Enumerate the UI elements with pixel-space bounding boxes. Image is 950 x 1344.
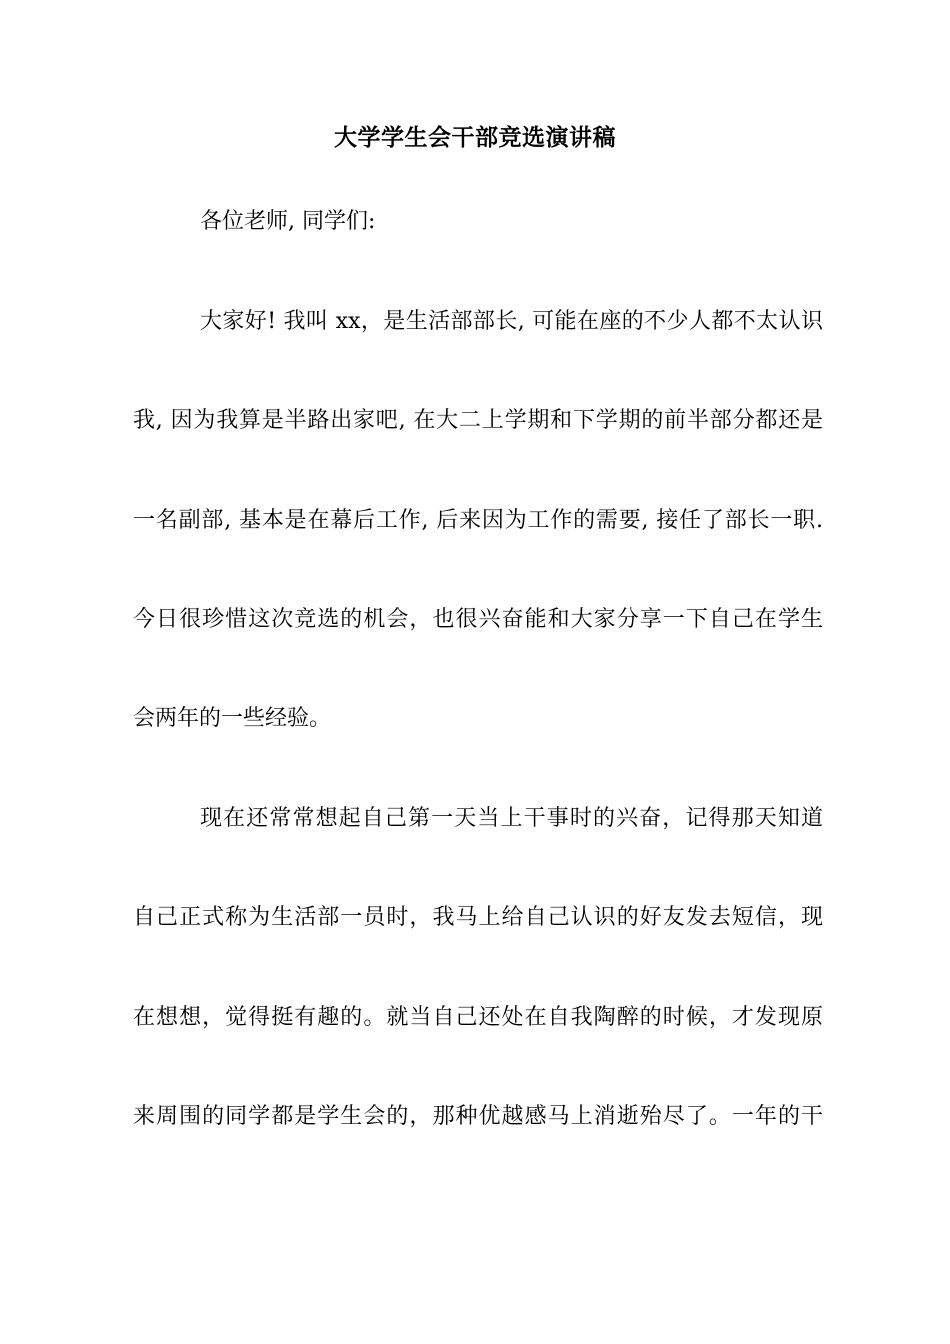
document-title: 大学学生会干部竞选演讲稿 <box>334 125 616 151</box>
paragraph-line: 我, 因为我算是半路出家吧, 在大二上学期和下学期的前半部分都还是 <box>133 408 823 433</box>
paragraph-line: 一名副部, 基本是在幕后工作, 后来因为工作的需要, 接任了部长一职. <box>133 508 823 533</box>
salutation-line: 各位老师, 同学们: <box>200 209 376 234</box>
paragraph-line: 现在还常常想起自己第一天当上干事时的兴奋，记得那天知道 <box>200 806 823 831</box>
paragraph-line: 大家好! 我叫 xx，是生活部部长, 可能在座的不少人都不太认识 <box>200 309 823 334</box>
paragraph-line: 来周围的同学都是学生会的，那种优越感马上消逝殆尽了。一年的干 <box>133 1104 823 1129</box>
paragraph-line: 今日很珍惜这次竞选的机会，也很兴奋能和大家分享一下自己在学生 <box>133 607 823 632</box>
paragraph-line: 在想想，觉得挺有趣的。就当自己还处在自我陶醉的时候，才发现原 <box>133 1005 823 1030</box>
paragraph-line: 自己正式称为生活部一员时，我马上给自己认识的好友发去短信，现 <box>133 905 823 930</box>
paragraph-line: 会两年的一些经验。 <box>133 706 332 731</box>
